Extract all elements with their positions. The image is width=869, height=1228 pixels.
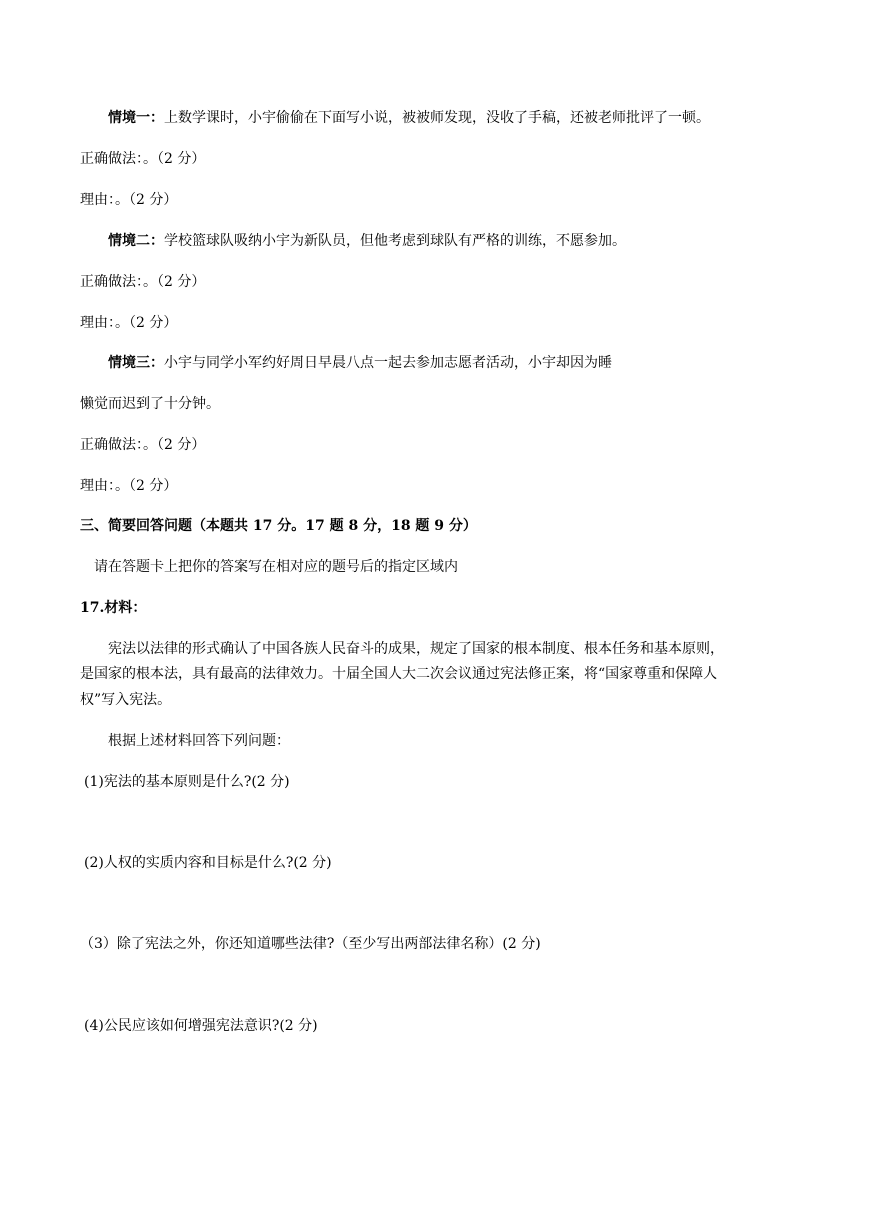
q17-material-line3: 权”写入宪法。: [80, 692, 172, 708]
situation1-reason: 理由：。（2 分）: [80, 192, 178, 208]
q17-material-line2: 是国家的根本法，具有最高的法律效力。十届全国人大二次会议通过宪法修正案，将“国家尊重和保障人: [80, 666, 718, 682]
q17-label: 17.材料：: [80, 600, 147, 616]
situation1-paragraph: [108, 108, 710, 128]
situation2-label: 情境二：: [108, 233, 164, 249]
situation1-label: 情境一：: [108, 110, 164, 126]
situation1-correct-practice: 正确做法：。（2 分）: [80, 151, 206, 167]
q17-subquestion-1: (1)宪法的基本原则是什么?(2 分): [84, 774, 290, 790]
section3-instruction: 请在答题卡上把你的答案写在相对应的题号后的指定区域内: [94, 559, 458, 575]
situation3-label: 情境三：: [108, 355, 164, 371]
section3-heading: 三、简要回答问题（本题共 17 分。17 题 8 分，18 题 9 分）: [80, 518, 477, 534]
q17-material-line1: 宪法以法律的形式确认了中国各族人民奋斗的成果，规定了国家的根本制度、根本任务和基本原则，: [108, 641, 724, 657]
q17-subquestion-3: （3）除了宪法之外，你还知道哪些法律?（至少写出两部法律名称）(2 分): [80, 936, 541, 952]
situation3-text-line1: 小宇与同学小军约好周日早晨八点一起去参加志愿者活动，小宇却因为睡: [164, 355, 612, 371]
q17-subquestion-2: (2)人权的实质内容和目标是什么?(2 分): [84, 855, 332, 871]
situation3-reason: 理由：。（2 分）: [80, 478, 178, 494]
situation3-text-line2: 懒觉而迟到了十分钟。: [80, 396, 220, 412]
situation1-text: 上数学课时，小宇偷偷在下面写小说，被被师发现，没收了手稿，还被老师批评了一顿。: [164, 110, 710, 126]
situation3-correct-practice: 正确做法：。（2 分）: [80, 437, 206, 453]
situation2-text: 学校篮球队吸纳小宇为新队员，但他考虑到球队有严格的训练，不愿参加。: [164, 233, 626, 249]
situation2-reason: 理由：。（2 分）: [80, 315, 178, 331]
situation3-paragraph-line1: [108, 353, 612, 373]
q17-subquestion-4: (4)公民应该如何增强宪法意识?(2 分): [84, 1018, 318, 1034]
q17-prompt: 根据上述材料回答下列问题：: [108, 733, 290, 749]
situation2-paragraph: [108, 231, 626, 251]
situation2-correct-practice: 正确做法：。（2 分）: [80, 274, 206, 290]
